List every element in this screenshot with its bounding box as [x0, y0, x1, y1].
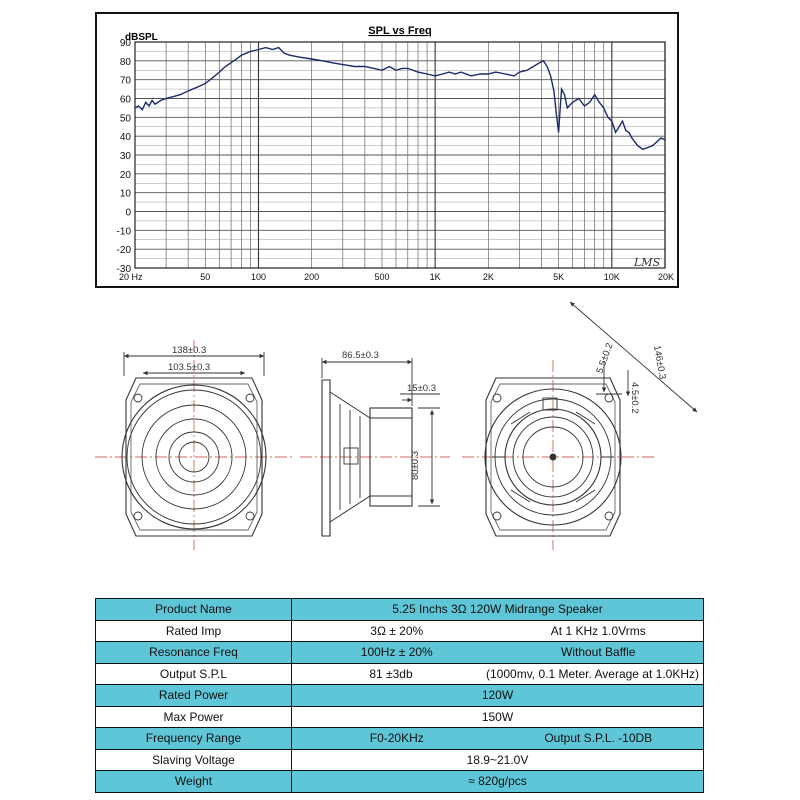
y-tick-label: 30 [119, 151, 131, 162]
x-tick-label: 10K [603, 272, 620, 282]
y-tick-label: 10 [119, 188, 131, 200]
spec-row [96, 685, 704, 707]
y-tick-label: -10 [116, 226, 131, 238]
y-tick-label: 40 [119, 132, 131, 144]
spec-value-cell: 5.25 Inchs 3Ω 120W Midrange Speaker [292, 599, 704, 621]
spec-value-cell: ≈ 820g/pcs [292, 771, 704, 793]
spec-value-cell: 120W [292, 685, 704, 707]
front-width-dim: 138±0.3 [172, 345, 207, 356]
spec-value-secondary: Output S.P.L. -10DB [544, 731, 653, 746]
spec-row [96, 749, 704, 771]
x-tick-label: 200 [304, 272, 320, 282]
spec-value-cell: 150W [292, 706, 704, 728]
side-magnet-dim: 15±0.3 [407, 383, 436, 394]
spec-label: Slaving Voltage [96, 749, 292, 771]
spec-label: Product Name [96, 599, 292, 621]
spec-row [96, 599, 704, 621]
spec-table [95, 598, 704, 793]
spec-row [96, 663, 704, 685]
x-tick-label: 20K [657, 272, 675, 282]
spec-value-cell [292, 728, 704, 750]
spec-row [96, 706, 704, 728]
y-tick-label: -20 [116, 245, 131, 257]
spec-row [96, 620, 704, 642]
spec-value: F0-20KHz [369, 731, 424, 746]
x-tick-label: 50 [200, 272, 211, 282]
spec-label: Output S.P.L [96, 663, 292, 685]
spl-chart [95, 12, 679, 288]
y-tick-label: 80 [119, 56, 131, 68]
y-tick-label: 20 [119, 169, 131, 181]
front-inner-dim: 103.5±0.3 [168, 362, 211, 373]
rear-hole-a-dim: 5.5±0.2 [594, 341, 616, 376]
chart-title: SPL vs Freq [368, 25, 432, 37]
y-tick-label: 50 [119, 113, 131, 125]
side-depth-dim: 86.5±0.3 [342, 350, 379, 361]
rear-view-drawing [462, 302, 697, 550]
spec-value-secondary: (1000mv, 0.1 Meter. Average at 1.0KHz) [486, 666, 699, 681]
x-tick-label: 2K [482, 272, 494, 282]
spec-value-cell [292, 620, 704, 642]
y-tick-label: 90 [119, 38, 131, 49]
lms-watermark: LMS [634, 256, 661, 269]
spec-label: Rated Imp [96, 620, 292, 642]
spec-row [96, 728, 704, 750]
spec-label: Max Power [96, 706, 292, 728]
y-tick-label: 60 [119, 94, 131, 106]
y-axis-label: dBSPL [125, 32, 158, 43]
spec-value: 81 ±3db [369, 666, 413, 681]
x-tick-label: 1K [429, 272, 441, 282]
spec-value: 100Hz ± 20% [360, 645, 433, 660]
spec-value-cell [292, 642, 704, 664]
spec-label: Resonance Freq [96, 642, 292, 664]
x-tick-label: 5K [553, 272, 565, 282]
y-tick-label: 0 [125, 207, 131, 219]
spec-value-secondary: Without Baffle [561, 645, 636, 660]
x-tick-label: 20 Hz [119, 272, 143, 282]
spec-row [96, 771, 704, 793]
spec-value-secondary: At 1 KHz 1.0Vrms [550, 623, 646, 638]
y-tick-label: 70 [119, 75, 131, 87]
side-magnet-dia-dim: 80±0.3 [410, 451, 421, 480]
spl-chart-svg [97, 14, 677, 286]
y-tick-label: -30 [116, 264, 131, 275]
technical-drawings [0, 300, 800, 590]
spec-value-cell: 18.9~21.0V [292, 749, 704, 771]
spec-label: Weight [96, 771, 292, 793]
spec-row [96, 642, 704, 664]
x-tick-label: 100 [250, 272, 267, 282]
spec-value: 3Ω ± 20% [370, 623, 424, 638]
rear-hole-b-dim: 4.5±0.2 [629, 382, 640, 414]
spec-value-cell [292, 663, 704, 685]
spec-label: Frequency Range [96, 728, 292, 750]
spec-label: Rated Power [96, 685, 292, 707]
x-tick-label: 500 [374, 272, 390, 282]
rear-diag-dim: 146±0.3 [651, 344, 668, 381]
